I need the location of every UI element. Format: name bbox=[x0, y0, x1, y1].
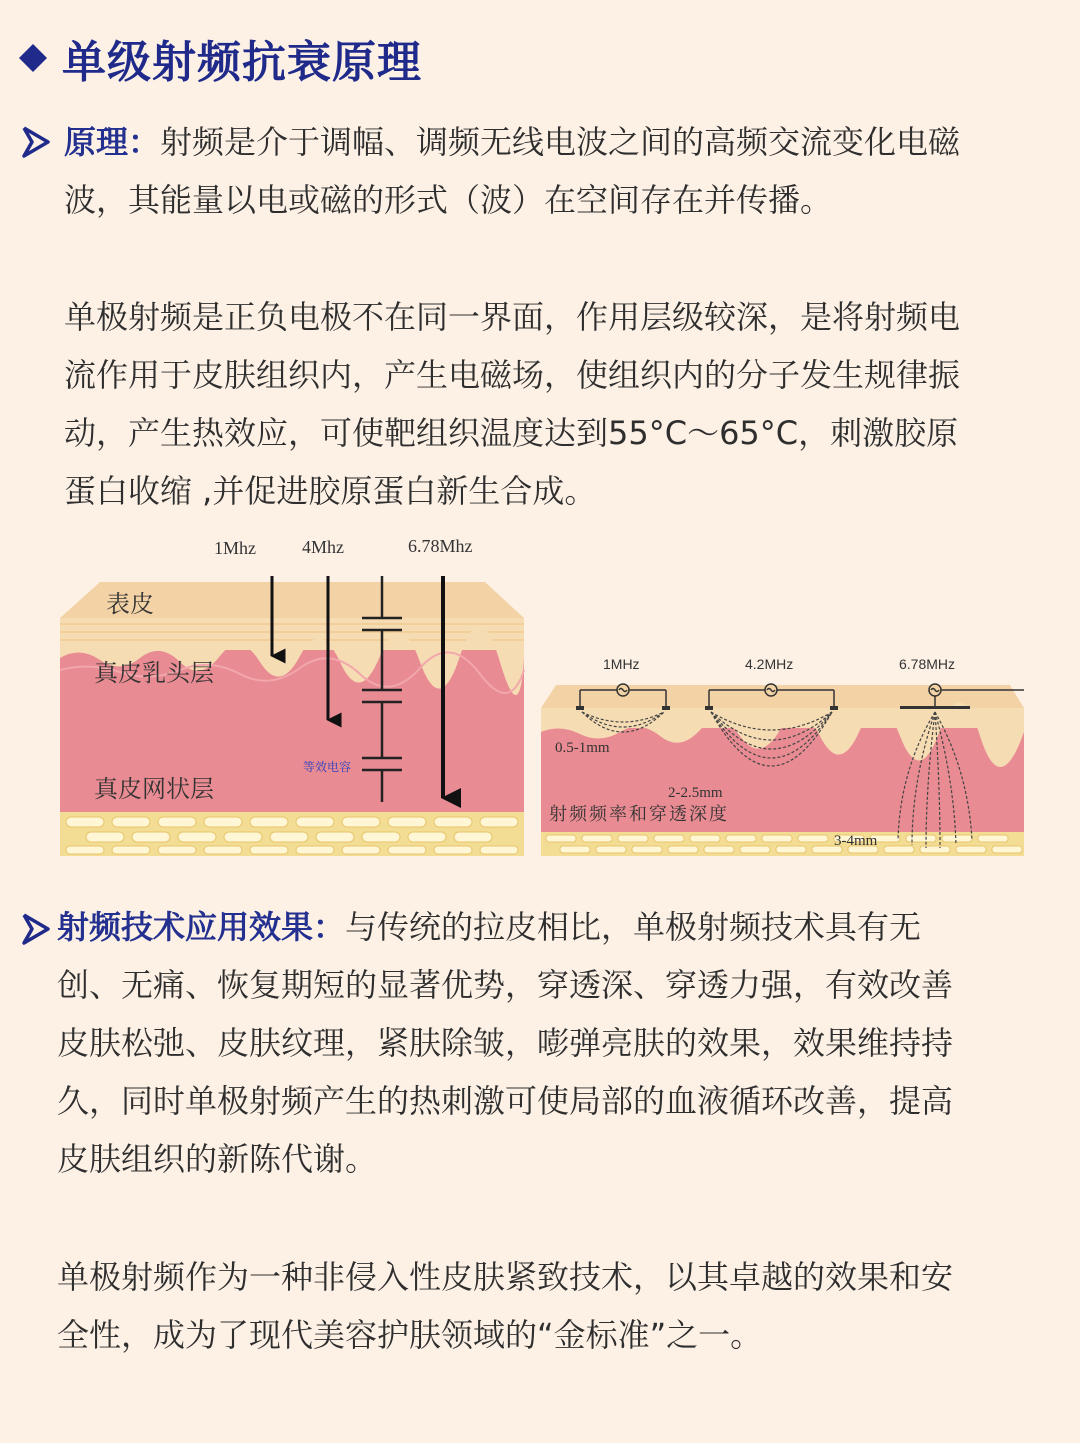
principle-paragraph bbox=[64, 113, 960, 229]
left-skin-diagram bbox=[60, 536, 524, 856]
gold-standard-paragraph bbox=[57, 1248, 953, 1364]
arrow-bullet-icon bbox=[20, 124, 54, 160]
monopolar-line-2: 流作用于皮肤组织内，产生电磁场，使组织内的分子发生规律振 bbox=[64, 356, 961, 394]
right-freq-3: 6.78MHz bbox=[899, 656, 956, 672]
depth-label-1: 0.5-1mm bbox=[555, 740, 610, 756]
principle-line-2: 波，其能量以电或磁的形式（波）在空间存在并传播。 bbox=[64, 181, 833, 219]
left-freq-2: 4Mhz bbox=[302, 537, 344, 557]
effects-line-1: 与传统的拉皮相比，单极射频技术具有无 bbox=[345, 908, 922, 946]
gold-standard-line-2: 全性，成为了现代美容护肤领域的“金标准”之一。 bbox=[57, 1316, 763, 1354]
label-capacitor: 等效电容 bbox=[303, 760, 352, 774]
gold-standard-line-1: 单极射频作为一种非侵入性皮肤紧致技术，以其卓越的效果和安 bbox=[57, 1258, 954, 1296]
effects-line-3: 皮肤松弛、皮肤纹理，紧肤除皱，嘭弹亮肤的效果，效果维持持 bbox=[57, 1024, 954, 1062]
page-title bbox=[18, 26, 422, 90]
right-diagram-caption: 射频频率和穿透深度 bbox=[549, 804, 729, 825]
monopolar-line-4: 蛋白收缩 ,并促进胶原蛋白新生合成。 bbox=[64, 472, 597, 510]
monopolar-line-3: 动，产生热效应，可使靶组织温度达到55°C～65°C，刺激胶原 bbox=[64, 414, 959, 452]
right-freq-1: 1MHz bbox=[603, 656, 640, 672]
depth-label-3: 3-4mm bbox=[834, 833, 878, 849]
monopolar-paragraph bbox=[64, 288, 960, 520]
right-freq-2: 4.2MHz bbox=[745, 656, 794, 672]
left-freq-1: 1Mhz bbox=[214, 538, 256, 558]
effects-paragraph bbox=[57, 898, 953, 1188]
label-papillary-dermis: 真皮乳头层 bbox=[94, 659, 214, 687]
right-skin-diagram bbox=[541, 656, 1024, 856]
label-reticular-dermis: 真皮网状层 bbox=[94, 775, 214, 803]
principle-label: 原理： bbox=[64, 123, 161, 161]
title-text: 单级射频抗衰原理 bbox=[62, 37, 422, 88]
label-epidermis: 表皮 bbox=[106, 590, 154, 618]
left-freq-3: 6.78Mhz bbox=[408, 536, 473, 556]
diamond-icon bbox=[18, 43, 48, 73]
depth-label-2: 2-2.5mm bbox=[668, 785, 723, 801]
effects-label: 射频技术应用效果： bbox=[57, 908, 346, 946]
rf-diagram bbox=[0, 520, 1080, 880]
arrow-bullet-icon-2 bbox=[20, 911, 54, 947]
effects-line-4: 久，同时单极射频产生的热刺激可使局部的血液循环改善，提高 bbox=[57, 1082, 954, 1120]
principle-line-1: 射频是介于调幅、调频无线电波之间的高频交流变化电磁 bbox=[160, 123, 961, 161]
effects-line-2: 创、无痛、恢复期短的显著优势，穿透深、穿透力强，有效改善 bbox=[57, 966, 954, 1004]
effects-line-5: 皮肤组织的新陈代谢。 bbox=[57, 1140, 378, 1178]
monopolar-line-1: 单极射频是正负电极不在同一界面，作用层级较深，是将射频电 bbox=[64, 298, 961, 336]
